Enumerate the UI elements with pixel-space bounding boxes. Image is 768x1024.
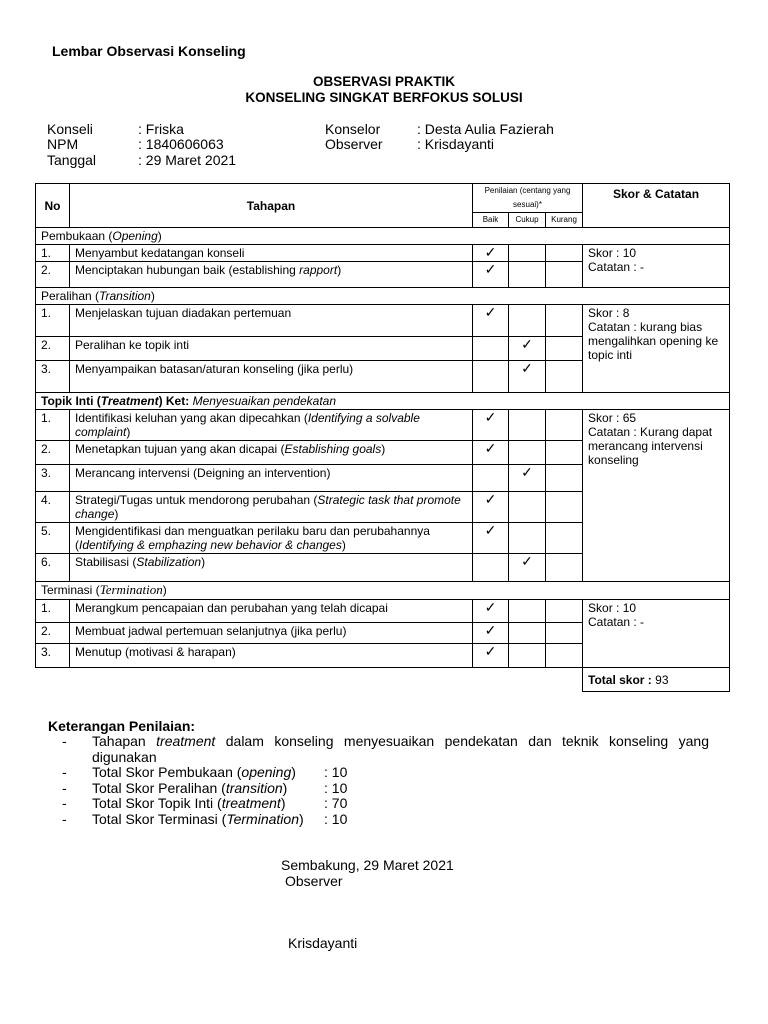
check-cukup — [509, 623, 546, 644]
check-cukup — [509, 523, 546, 554]
row-no: 5. — [36, 523, 70, 554]
check-baik: ✓ — [473, 410, 509, 441]
legend-item: - Total Skor Terminasi (Termination) : 10 — [62, 810, 348, 827]
row-no: 1. — [36, 600, 70, 623]
row-no: 1. — [36, 245, 70, 262]
total-score: Total skor : 93 — [583, 668, 730, 692]
signature-name: Krisdayanti — [288, 935, 358, 951]
row-no: 4. — [36, 492, 70, 523]
tanggal-value: : 29 Maret 2021 — [138, 152, 237, 168]
row-tahapan: Menjelaskan tujuan diadakan pertemuan — [70, 305, 473, 337]
col-baik-header: Baik — [473, 213, 509, 228]
check-cukup — [509, 262, 546, 288]
row-no: 1. — [36, 410, 70, 441]
row-tahapan: Menciptakan hubungan baik (establishing rapport) — [70, 262, 473, 288]
observer-label: Observer — [325, 136, 383, 152]
check-kurang — [546, 305, 583, 337]
signature-role: Observer — [285, 873, 343, 889]
check-cukup: ✓ — [509, 554, 546, 582]
section-pembukaan-title: Pembukaan (Opening) — [36, 228, 730, 245]
col-skor-header: Skor & Catatan — [583, 184, 730, 228]
npm-value: : 1840606063 — [138, 136, 224, 152]
konseli-value: : Friska — [138, 121, 184, 137]
check-kurang — [546, 262, 583, 288]
legend-item: - Total Skor Pembukaan (opening) : 10 — [62, 764, 348, 780]
check-kurang — [546, 245, 583, 262]
check-baik: ✓ — [473, 644, 509, 668]
row-tahapan: Menyambut kedatangan konseli — [70, 245, 473, 262]
col-penilaian-header: Penilaian (centang yang sesuai)* — [473, 184, 583, 213]
row-tahapan: Strategi/Tugas untuk mendorong perubahan (Strategic task that promote change) — [70, 492, 473, 523]
section-terminasi-title: Terminasi (Termination) — [36, 582, 730, 600]
legend-item: - Total Skor Peralihan (transition) : 10 — [62, 779, 348, 796]
check-baik: ✓ — [473, 523, 509, 554]
legend-item: - Total Skor Topik Inti (treatment) : 70 — [62, 795, 348, 811]
legend — [48, 718, 709, 827]
check-kurang — [546, 554, 583, 582]
section-topik-title: Topik Inti (Treatment) Ket: Menyesuaikan pendekatan — [36, 393, 730, 410]
check-baik: ✓ — [473, 305, 509, 337]
check-baik: ✓ — [473, 441, 509, 465]
check-cukup — [509, 305, 546, 337]
check-kurang — [546, 492, 583, 523]
row-no: 2. — [36, 262, 70, 288]
row-tahapan: Menetapkan tujuan yang akan dicapai (Establishing goals) — [70, 441, 473, 465]
check-baik: ✓ — [473, 492, 509, 523]
check-cukup: ✓ — [509, 361, 546, 393]
check-cukup: ✓ — [509, 465, 546, 492]
row-no: 2. — [36, 337, 70, 361]
row-tahapan: Stabilisasi (Stabilization) — [70, 554, 473, 582]
row-no: 3. — [36, 361, 70, 393]
check-cukup: ✓ — [509, 337, 546, 361]
legend-title: Keterangan Penilaian: — [48, 718, 196, 734]
check-baik — [473, 554, 509, 582]
row-tahapan: Merangkum pencapaian dan perubahan yang telah dicapai — [70, 600, 473, 623]
check-kurang — [546, 410, 583, 441]
check-kurang — [546, 441, 583, 465]
check-kurang — [546, 644, 583, 668]
check-cukup — [509, 410, 546, 441]
row-tahapan: Peralihan ke topik inti — [70, 337, 473, 361]
check-baik: ✓ — [473, 245, 509, 262]
row-no: 2. — [36, 623, 70, 644]
row-no: 2. — [36, 441, 70, 465]
check-cukup — [509, 492, 546, 523]
section-peralihan-title: Peralihan (Transition) — [36, 288, 730, 305]
check-baik — [473, 465, 509, 492]
col-kurang-header: Kurang — [546, 213, 583, 228]
row-tahapan: Merancang intervensi (Deigning an intervention) — [70, 465, 473, 492]
tanggal-label: Tanggal — [47, 152, 97, 168]
check-baik: ✓ — [473, 623, 509, 644]
row-tahapan: Menyampaikan batasan/aturan konseling (jika perlu) — [70, 361, 473, 393]
total-spacer — [36, 668, 583, 692]
legend-item: - Tahapan treatment dalam konseling menyesuaikan pendekatan dan teknik konseling yang digunakan — [62, 733, 710, 765]
row-tahapan: Menutup (motivasi & harapan) — [70, 644, 473, 668]
row-no: 6. — [36, 554, 70, 582]
signature-place-date: Sembakung, 29 Maret 2021 — [281, 857, 454, 873]
row-no: 3. — [36, 644, 70, 668]
check-kurang — [546, 523, 583, 554]
note-topik: Skor : 65 Catatan : Kurang dapat merancang intervensi konseling — [583, 410, 730, 582]
col-no-header: No — [36, 184, 70, 228]
col-cukup-header: Cukup — [509, 213, 546, 228]
col-tahapan-header: Tahapan — [70, 184, 473, 228]
row-no: 1. — [36, 305, 70, 337]
title-line-2: KONSELING SINGKAT BERFOKUS SOLUSI — [245, 90, 523, 105]
npm-label: NPM — [47, 136, 79, 152]
check-kurang — [546, 623, 583, 644]
row-tahapan: Identifikasi keluhan yang akan dipecahkan (Identifying a solvable complaint) — [70, 410, 473, 441]
row-no: 3. — [36, 465, 70, 492]
observer-value: : Krisdayanti — [417, 136, 495, 152]
check-kurang — [546, 337, 583, 361]
observation-table — [35, 183, 730, 692]
check-cukup — [509, 600, 546, 623]
check-cukup — [509, 644, 546, 668]
check-baik: ✓ — [473, 600, 509, 623]
check-cukup — [509, 441, 546, 465]
check-kurang — [546, 361, 583, 393]
title-line-1: OBSERVASI PRAKTIK — [312, 74, 456, 89]
row-tahapan: Membuat jadwal pertemuan selanjutnya (jika perlu) — [70, 623, 473, 644]
note-terminasi: Skor : 10 Catatan : - — [583, 600, 730, 668]
note-pembukaan: Skor : 10 Catatan : - — [583, 245, 730, 288]
konseli-label: Konseli — [47, 121, 93, 137]
check-baik — [473, 361, 509, 393]
konselor-value: : Desta Aulia Fazierah — [417, 121, 554, 137]
note-peralihan: Skor : 8 Catatan : kurang bias mengalihkan opening ke topic inti — [583, 305, 730, 393]
document-label: Lembar Observasi Konseling — [52, 43, 246, 59]
check-baik — [473, 337, 509, 361]
row-tahapan: Mengidentifikasi dan menguatkan perilaku baru dan perubahannya (Identifying & emphazing new behavior & changes) — [70, 523, 473, 554]
check-cukup — [509, 245, 546, 262]
check-kurang — [546, 465, 583, 492]
check-kurang — [546, 600, 583, 623]
check-baik: ✓ — [473, 262, 509, 288]
konselor-label: Konselor — [325, 121, 381, 137]
